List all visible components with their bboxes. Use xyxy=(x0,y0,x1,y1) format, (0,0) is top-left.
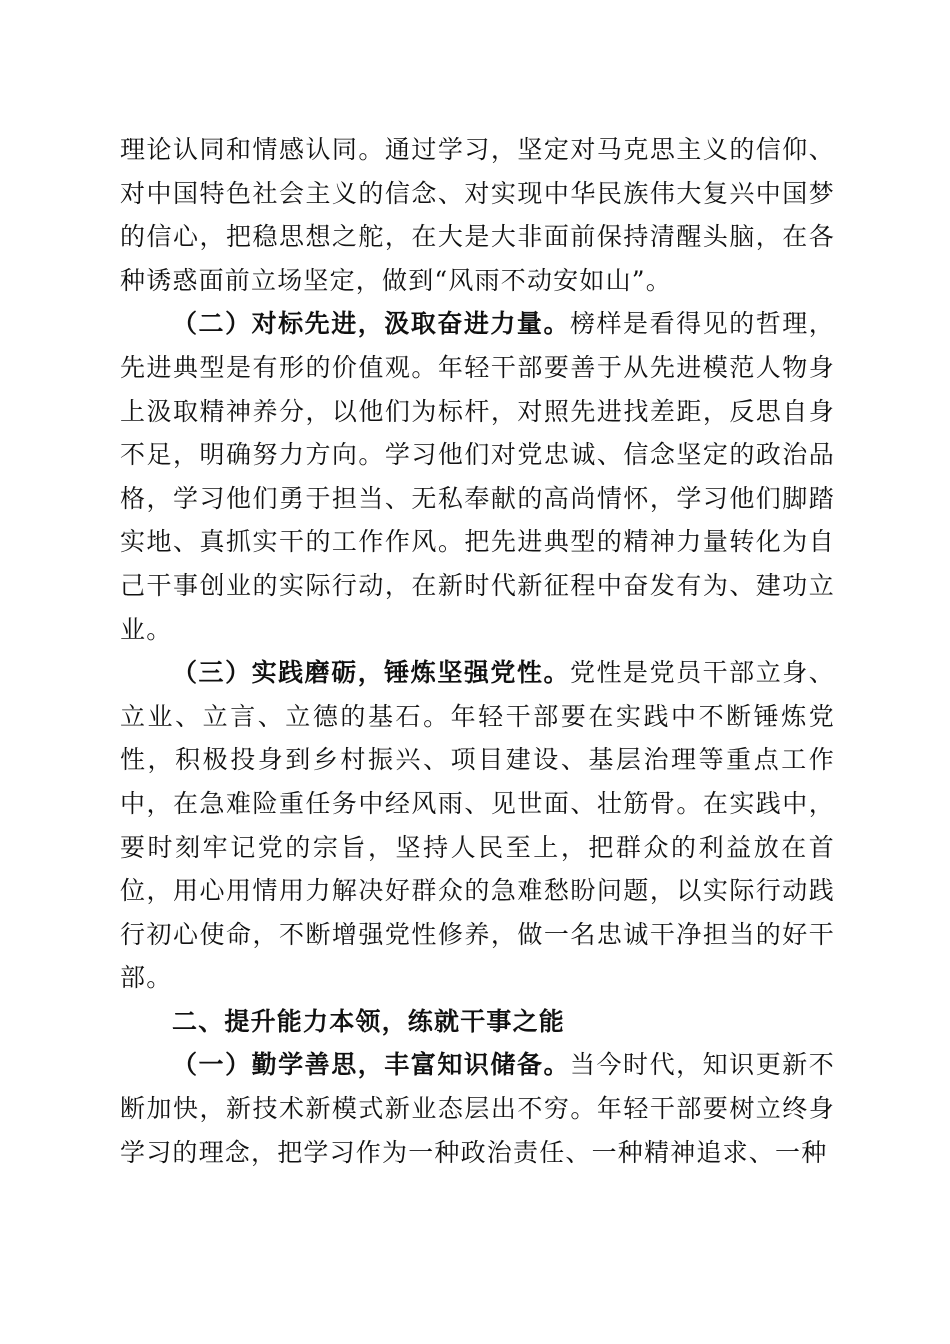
paragraph-continuation xyxy=(120,128,835,302)
section-heading: 二、提升能力本领，练就干事之能 xyxy=(172,1006,566,1036)
paragraph-lead: （二）对标先进，汲取奋进力量。 xyxy=(172,309,570,339)
paragraph-section-2 xyxy=(120,302,835,651)
document-body xyxy=(120,128,835,1174)
paragraph-subsection-1 xyxy=(120,1043,835,1174)
paragraph-text: 理论认同和情感认同。通过学习，坚定对马克思主义的信仰、对中国特色社会主义的信念、对实现中华民族伟大复兴中国梦的信心，把稳思想之舵，在大是大非面前保持清醒头脑，在各种诱惑面前立场坚定，做到“风雨不动安如山”。 xyxy=(120,135,835,295)
paragraph-text: 榜样是看得见的哲理，先进典型是有形的价值观。年轻干部要善于从先进模范人物身上汲取精神养分，以他们为标杆，对照先进找差距，反思自身不足，明确努力方向。学习他们对党忠诚、信念坚定的政治品格，学习他们勇于担当、无私奉献的高尚情怀，学习他们脚踏实地、真抓实干的工作作风。把先进典型的精神力量转化为自己干事创业的实际行动，在新时代新征程中奋发有为、建功立业。 xyxy=(120,309,835,644)
paragraph-lead: （一）勤学善思，丰富知识储备。 xyxy=(172,1050,570,1080)
paragraph-text: 当今时代，知识更新不断加快，新技术新模式新业态层出不穷。年轻干部要树立终身学习的理念，把学习作为一种政治责任、一种精神追求、一种 xyxy=(120,1050,835,1167)
paragraph-text: 党性是党员干部立身、立业、立言、立德的基石。年轻干部要在实践中不断锤炼党性，积极投身到乡村振兴、项目建设、基层治理等重点工作中，在急难险重任务中经风雨、见世面、壮筋骨。在实践中，要时刻牢记党的宗旨，坚持人民至上，把群众的利益放在首位，用心用情用力解决好群众的急难愁盼问题，以实际行动践行初心使命，不断增强党性修养，做一名忠诚干净担当的好干部。 xyxy=(120,658,835,993)
paragraph-lead: （三）实践磨砺，锤炼坚强党性。 xyxy=(172,658,570,688)
paragraph-section-3 xyxy=(120,651,835,1000)
